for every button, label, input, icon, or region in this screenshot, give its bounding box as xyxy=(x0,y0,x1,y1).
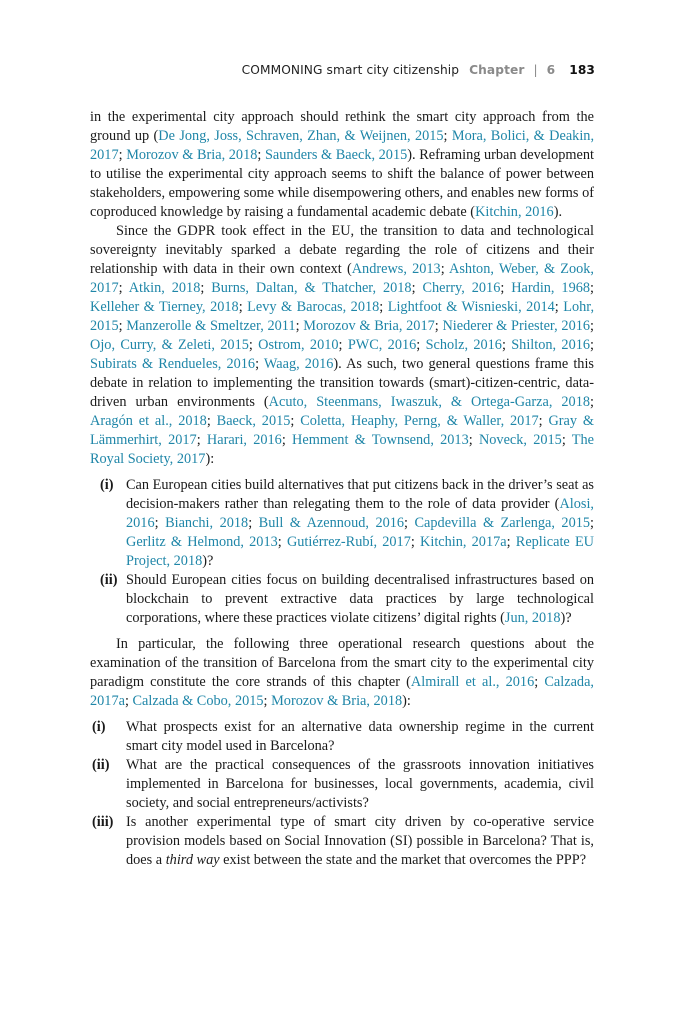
citation-link[interactable]: Andrews, 2013 xyxy=(351,261,441,277)
citation-link[interactable]: Gerlitz & Helmond, 2013 xyxy=(126,534,278,550)
text-run: ; xyxy=(500,280,512,296)
list-marker: (i) xyxy=(92,719,106,735)
list-marker: (ii) xyxy=(100,572,118,588)
citation-link[interactable]: Ashton, Weber, & Zook, 2017 xyxy=(90,261,595,296)
citation-link[interactable]: Alosi, 2016 xyxy=(126,496,594,531)
list-marker: (i) xyxy=(100,477,114,493)
citation-link[interactable]: Lightfoot & Wisnieski, 2014 xyxy=(387,299,555,315)
citation-link[interactable]: Shilton, 2016 xyxy=(511,337,591,353)
text-run: ; xyxy=(295,318,304,334)
list-marker: (ii) xyxy=(92,757,110,773)
citation-link[interactable]: Harari, 2016 xyxy=(206,432,282,448)
citation-link[interactable]: Burns, Daltan, & Thatcher, 2018 xyxy=(211,280,412,296)
text-run: ; xyxy=(404,515,415,531)
text-run: ; xyxy=(257,147,265,163)
running-head xyxy=(242,63,595,77)
text-run: ). Reframing urban development to utilise the experimental city approach seems to shift the balance of power between stakeholders, empowering some while disempowering others, and enables new forms of coproduced knowledge by raising a fundamental academic debate ( xyxy=(90,147,594,220)
text-run: ; xyxy=(501,337,512,353)
citation-link[interactable]: Almirall et al., 2016 xyxy=(410,674,535,690)
text-run: ; xyxy=(206,413,217,429)
text-run: ; xyxy=(118,318,127,334)
text-run: ): xyxy=(402,693,411,709)
text-run: )? xyxy=(560,610,572,626)
citation-link[interactable]: Noveck, 2015 xyxy=(478,432,562,448)
list-item xyxy=(90,756,594,813)
text-run: ; xyxy=(590,280,595,296)
citation-link[interactable]: Ojo, Curry, & Zeleti, 2015 xyxy=(90,337,249,353)
text-run: ; xyxy=(281,432,293,448)
citation-link[interactable]: Coletta, Heaphy, Perng, & Waller, 2017 xyxy=(300,413,539,429)
paragraph-1 xyxy=(90,108,594,222)
citation-link[interactable]: De Jong, Joss, Schraven, Zhan, & Weijnen, 2015 xyxy=(158,128,444,144)
citation-link[interactable]: Saunders & Baeck, 2015 xyxy=(264,147,408,163)
citation-link[interactable]: Calzada, 2017a xyxy=(90,674,595,709)
text-run: in the experimental city approach should rethink the smart city approach from the ground up ( xyxy=(90,109,594,144)
text-run: Can European cities build alternatives that put citizens back in the driver’s seat as decision-makers rather than relegating them to the role of data provider ( xyxy=(126,477,594,512)
text-run: ; xyxy=(338,337,348,353)
citation-link[interactable]: Morozov & Bria, 2018 xyxy=(126,147,258,163)
citation-link[interactable]: Mora, Bolici, & Deakin, 2017 xyxy=(90,128,595,163)
citation-link[interactable]: Hardin, 1968 xyxy=(511,280,591,296)
text-run: ; xyxy=(434,318,443,334)
text-run: ). xyxy=(553,204,563,220)
citation-link[interactable]: Atkin, 2018 xyxy=(128,280,201,296)
citation-link[interactable]: Hemment & Townsend, 2013 xyxy=(292,432,469,448)
running-head-title: COMMONING smart city citizenship xyxy=(241,63,460,77)
text-run: ; xyxy=(379,299,388,315)
paragraph-3 xyxy=(90,635,594,711)
chapter-number: 6 xyxy=(546,63,556,77)
citation-link[interactable]: Jun, 2018 xyxy=(504,610,561,626)
citation-link[interactable]: Capdevilla & Zarlenga, 2015 xyxy=(414,515,591,531)
text-run: ; xyxy=(561,432,572,448)
list-item xyxy=(90,718,594,756)
question-list-operational xyxy=(90,718,594,870)
text-run: Is another experimental type of smart city driven by co-operative service provision models based on Social Innovation (SI) possible in Barcelona? That is, does a xyxy=(126,814,594,868)
text-run: exist between the state and the market that overcomes the PPP? xyxy=(219,852,587,868)
list-item xyxy=(90,571,594,628)
text-run: ; xyxy=(248,337,259,353)
text-run: ; xyxy=(290,413,301,429)
list-item xyxy=(90,813,594,870)
citation-link[interactable]: Bianchi, 2018 xyxy=(165,515,249,531)
paragraph-2 xyxy=(90,222,594,469)
text-run: ; xyxy=(468,432,479,448)
text-run: What prospects exist for an alternative data ownership regime in the current smart city model used in Barcelona? xyxy=(126,719,594,754)
citation-link[interactable]: Acuto, Steenmans, Iwaszuk, & Ortega-Garza, 2018 xyxy=(268,394,591,410)
citation-link[interactable]: Cherry, 2016 xyxy=(422,280,501,296)
citation-link[interactable]: Waag, 2016 xyxy=(263,356,334,372)
text-run: Since the GDPR took effect in the EU, the transition to data and technological sovereignty inevitably sparked a debate regarding the role of citizens and their relationship with data in their own context ( xyxy=(90,223,594,277)
citation-link[interactable]: Kitchin, 2017a xyxy=(420,534,507,550)
text-run: ). As such, two general questions frame this debate in relation to implementing the transition towards (smart)-citizen-centric, data-driven urban environments ( xyxy=(90,356,594,410)
text-run: ; xyxy=(200,280,212,296)
text-run: ; xyxy=(410,534,421,550)
body-text xyxy=(90,108,594,877)
text-run: ; xyxy=(506,534,516,550)
text-run: ; xyxy=(590,337,595,353)
list-marker: (iii) xyxy=(92,814,114,830)
text-run: ; xyxy=(590,515,595,531)
text-run: ; xyxy=(118,147,127,163)
text-run: ; xyxy=(255,356,264,372)
citation-link[interactable]: Morozov & Bria, 2017 xyxy=(303,318,435,334)
text-run: ; xyxy=(124,693,133,709)
citation-link[interactable]: Kitchin, 2016 xyxy=(475,204,554,220)
citation-link[interactable]: Replicate EU Project, 2018 xyxy=(126,534,595,569)
text-run: ; xyxy=(248,515,259,531)
text-run: ; xyxy=(554,299,564,315)
text-run: )? xyxy=(202,553,214,569)
citation-link[interactable]: Kelleher & Tierney, 2018 xyxy=(90,299,239,315)
text-run: ; xyxy=(196,432,207,448)
text-run: ; xyxy=(538,413,549,429)
citation-link[interactable]: Gutiérrez-Rubí, 2017 xyxy=(286,534,411,550)
text-run: ; xyxy=(534,674,545,690)
text-run: ; xyxy=(416,337,426,353)
citation-link[interactable]: PWC, 2016 xyxy=(347,337,417,353)
text-run: ; xyxy=(154,515,166,531)
citation-link[interactable]: Calzada & Cobo, 2015 xyxy=(132,693,264,709)
emphasis-text: third way xyxy=(165,852,220,868)
text-run: ; xyxy=(277,534,287,550)
citation-link[interactable]: Manzerolle & Smeltzer, 2011 xyxy=(126,318,296,334)
text-run: ; xyxy=(118,280,129,296)
text-run: ; xyxy=(263,693,272,709)
text-run: ; xyxy=(411,280,423,296)
citation-link[interactable]: Morozov & Bria, 2018 xyxy=(271,693,403,709)
citation-link[interactable]: Ostrom, 2010 xyxy=(258,337,339,353)
text-run: ; xyxy=(590,394,594,410)
text-run: ; xyxy=(443,128,452,144)
text-run: ): xyxy=(205,451,215,467)
text-run: ; xyxy=(440,261,450,277)
text-run: ; xyxy=(590,318,594,334)
chapter-label: Chapter xyxy=(469,63,525,77)
citation-link[interactable]: Bull & Azennoud, 2016 xyxy=(258,515,405,531)
list-item xyxy=(90,476,594,571)
text-run: What are the practical consequences of the grassroots innovation initiatives implemented in Barcelona for businesses, local governments, academia, civil society, and social entrepreneurs/activists? xyxy=(126,757,594,811)
text-run: Should European cities focus on building decentralised infrastructures based on blockchain to prevent extractive data practices by large technological corporations, where these practices violate citizens’ digital rights ( xyxy=(126,572,594,626)
citation-link[interactable]: Levy & Barocas, 2018 xyxy=(247,299,380,315)
citation-link[interactable]: Subirats & Rendueles, 2016 xyxy=(90,356,256,372)
citation-link[interactable]: Lohr, 2015 xyxy=(90,299,595,334)
text-run: ; xyxy=(238,299,248,315)
question-list-general xyxy=(90,476,594,628)
page-number: 183 xyxy=(569,63,595,77)
header-separator: | xyxy=(533,63,538,77)
citation-link[interactable]: Baeck, 2015 xyxy=(216,413,291,429)
citation-link[interactable]: Scholz, 2016 xyxy=(425,337,502,353)
citation-link[interactable]: Niederer & Priester, 2016 xyxy=(442,318,591,334)
citation-link[interactable]: The Royal Society, 2017 xyxy=(90,432,595,467)
citation-link[interactable]: Gray & Lämmerhirt, 2017 xyxy=(90,413,595,448)
citation-link[interactable]: Aragón et al., 2018 xyxy=(90,413,207,429)
text-run: In particular, the following three operational research questions about the examination of the transition of Barcelona from the smart city to the experimental city paradigm constitute the core strands of this chapter ( xyxy=(90,636,594,690)
